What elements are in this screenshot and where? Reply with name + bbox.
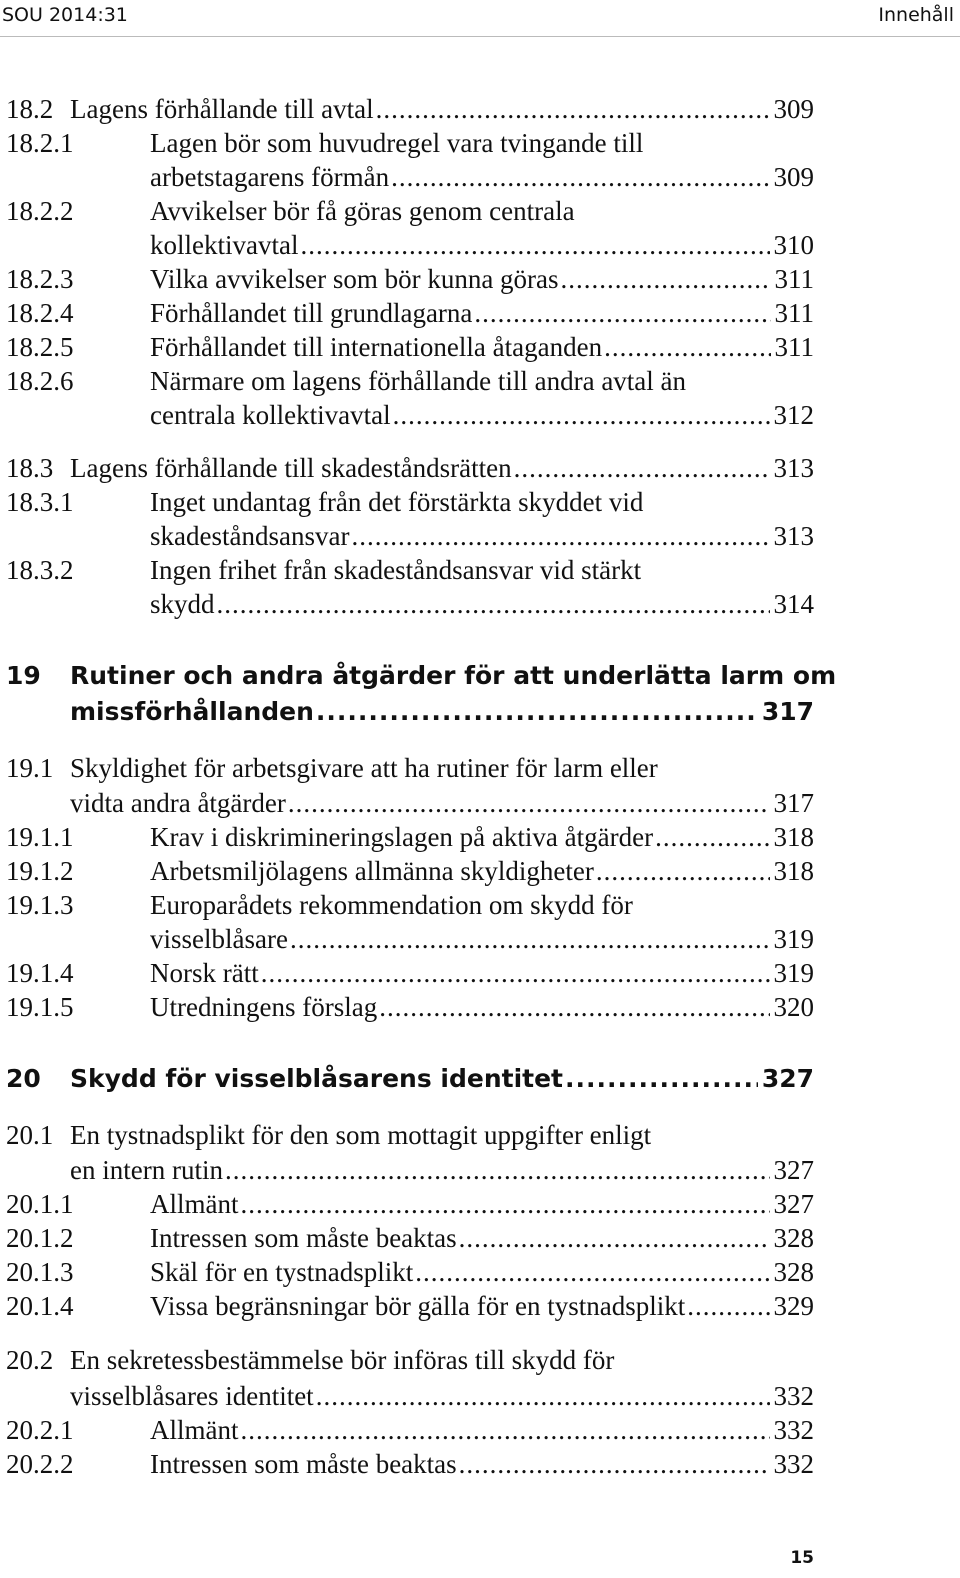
entry-title-continued: skadeståndsansvar [150, 521, 350, 551]
entry-title-continued: centrala kollektivavtal [150, 400, 391, 430]
toc-entry-continuation [0, 786, 814, 820]
dot-leader [596, 854, 770, 888]
dot-leader [288, 786, 770, 820]
section-number: 20.2 [6, 1345, 54, 1375]
page-ref: 332 [773, 1381, 814, 1411]
dot-leader [290, 922, 770, 956]
section-number: 20.1.2 [6, 1223, 74, 1253]
page-ref: 312 [773, 400, 814, 430]
page-ref: 319 [773, 924, 814, 954]
section-number: 20.2.1 [6, 1415, 74, 1445]
dot-leader [261, 956, 770, 990]
section-number: 20.2.2 [6, 1449, 74, 1479]
section-number: 19.1.2 [6, 856, 74, 886]
section-number: 18.3.1 [6, 487, 74, 517]
section-number: 18.2.4 [6, 298, 74, 328]
entry-title-continued: arbetstagarens förmån [150, 162, 390, 192]
dot-leader [604, 330, 770, 364]
page-ref: 328 [773, 1223, 814, 1253]
page-header [0, 0, 960, 32]
entry-title: Skäl för en tystnadsplikt [150, 1257, 414, 1287]
dot-leader [514, 451, 770, 485]
page-ref: 313 [773, 453, 814, 483]
entry-title-continued: visselblåsare [150, 924, 288, 954]
toc-entry [0, 126, 814, 160]
dot-leader [565, 1062, 758, 1096]
dot-leader [687, 1289, 769, 1323]
toc-entry [0, 553, 814, 587]
page-ref: 314 [773, 589, 814, 619]
toc-entry-continuation [0, 160, 814, 194]
section-number: 18.2.1 [6, 128, 74, 158]
toc-entry-continuation [0, 228, 814, 262]
toc-entry [0, 1343, 814, 1377]
dot-leader [655, 820, 769, 854]
section-number: 20.1.1 [6, 1189, 74, 1219]
page-ref: 328 [773, 1257, 814, 1287]
entry-title: Inget undantag från det förstärkta skyddet vid [150, 487, 644, 517]
toc-entry-continuation [0, 1153, 814, 1187]
dot-leader [351, 519, 769, 553]
toc-entry-continuation [0, 695, 814, 729]
page-ref: 310 [773, 230, 814, 260]
dot-leader [391, 160, 769, 194]
toc-chapter-entry [0, 659, 837, 693]
entry-title: Ingen frihet från skadeståndsansvar vid stärkt [150, 555, 642, 585]
toc-entry-continuation [0, 587, 814, 621]
page-ref: 317 [773, 788, 814, 818]
section-number: 19.1 [6, 753, 54, 783]
page-ref: 332 [773, 1449, 814, 1479]
section-number: 18.2.6 [6, 366, 74, 396]
section-number: 18.2.3 [6, 264, 74, 294]
page-ref: 311 [774, 332, 814, 362]
toc-entry [0, 194, 814, 228]
dot-leader [459, 1221, 770, 1255]
page-ref: 327 [773, 1189, 814, 1219]
entry-title: Vissa begränsningar bör gälla för en tystnadsplikt [150, 1291, 686, 1321]
dot-leader [393, 398, 770, 432]
toc-entry [0, 262, 814, 296]
section-number: 19.1.4 [6, 958, 74, 988]
entry-title: Närmare om lagens förhållande till andra avtal än [150, 366, 687, 396]
entry-title-continued: en intern rutin [70, 1155, 223, 1185]
dot-leader [217, 587, 770, 621]
dot-leader [561, 262, 771, 296]
page-ref: 318 [773, 822, 814, 852]
toc-entry [0, 956, 814, 990]
dot-leader [300, 228, 769, 262]
section-number: 20.1 [6, 1120, 54, 1150]
entry-title: Skyldighet för arbetsgivare att ha rutiner för larm eller [70, 753, 658, 783]
dot-leader [415, 1255, 769, 1289]
section-number: 19 [6, 661, 41, 690]
toc-entry [0, 1187, 814, 1221]
entry-title-continued: skydd [150, 589, 215, 619]
toc-entry-continuation [0, 519, 814, 553]
entry-title: Intressen som måste beaktas [150, 1449, 457, 1479]
entry-title-continued: visselblåsares identitet [70, 1381, 314, 1411]
section-number: 20 [6, 1064, 41, 1093]
page-ref: 311 [774, 264, 814, 294]
section-number: 19.1.5 [6, 992, 74, 1022]
section-number: 20.1.4 [6, 1291, 74, 1321]
dot-leader [376, 92, 770, 126]
dot-leader [459, 1447, 770, 1481]
toc-chapter-entry [0, 1062, 814, 1096]
entry-title-continued: missförhållanden [70, 697, 314, 726]
page-ref: 327 [773, 1155, 814, 1185]
page-ref: 313 [773, 521, 814, 551]
entry-title: Förhållandet till internationella åtaganden [150, 332, 603, 362]
entry-title: Lagens förhållande till avtal [70, 94, 374, 124]
page-ref: 309 [773, 94, 814, 124]
dot-leader [474, 296, 770, 330]
toc-entry [0, 1413, 814, 1447]
toc-entry [0, 990, 814, 1024]
section-number: 18.2.5 [6, 332, 74, 362]
report-id: SOU 2014:31 [2, 4, 128, 26]
page-ref: 327 [761, 1064, 814, 1093]
dot-leader [379, 990, 769, 1024]
toc-entry [0, 820, 814, 854]
section-number: 20.1.3 [6, 1257, 74, 1287]
page-ref: 320 [773, 992, 814, 1022]
entry-title-continued: vidta andra åtgärder [70, 788, 286, 818]
dot-leader [316, 695, 758, 729]
toc-entry [0, 364, 814, 398]
header-rule [0, 36, 960, 37]
entry-title: Arbetsmiljölagens allmänna skyldigheter [150, 856, 594, 886]
entry-title: Lagens förhållande till skadeståndsrätten [70, 453, 512, 483]
page-ref: 332 [773, 1415, 814, 1445]
toc-entry [0, 1118, 814, 1152]
entry-title: Avvikelser bör få göras genom centrala [150, 196, 575, 226]
toc-entry [0, 1255, 814, 1289]
entry-title: Skydd för visselblåsarens identitet [70, 1064, 564, 1093]
dot-leader [316, 1379, 770, 1413]
toc-entry [0, 1221, 814, 1255]
section-number: 19.1.1 [6, 822, 74, 852]
dot-leader [225, 1153, 770, 1187]
toc-entry [0, 854, 814, 888]
toc-entry-continuation [0, 398, 814, 432]
page-ref: 329 [773, 1291, 814, 1321]
toc-entry [0, 92, 814, 126]
entry-title: Intressen som måste beaktas [150, 1223, 457, 1253]
toc-entry [0, 888, 814, 922]
section-number: 18.2.2 [6, 196, 74, 226]
entry-title: Europarådets rekommendation om skydd för [150, 890, 633, 920]
page-number: 15 [790, 1548, 814, 1568]
entry-title: En sekretessbestämmelse bör införas till skydd för [70, 1345, 615, 1375]
entry-title: Norsk rätt [150, 958, 259, 988]
page-ref: 319 [773, 958, 814, 988]
entry-title: Allmänt [150, 1415, 239, 1445]
toc-entry [0, 1447, 814, 1481]
toc-entry [0, 296, 814, 330]
entry-title: En tystnadsplikt för den som mottagit uppgifter enligt [70, 1120, 652, 1150]
entry-title-continued: kollektivavtal [150, 230, 299, 260]
toc-entry [0, 485, 814, 519]
toc-entry [0, 330, 814, 364]
dot-leader [241, 1187, 770, 1221]
toc-entry-continuation [0, 1379, 814, 1413]
section-number: 18.2 [6, 94, 54, 124]
page-ref: 318 [773, 856, 814, 886]
section-number: 19.1.3 [6, 890, 74, 920]
page-ref: 311 [774, 298, 814, 328]
toc-entry-continuation [0, 922, 814, 956]
section-number: 18.3.2 [6, 555, 74, 585]
section-title: Innehåll [878, 4, 954, 26]
entry-title: Rutiner och andra åtgärder för att underlätta larm om [70, 661, 837, 690]
entry-title: Lagen bör som huvudregel vara tvingande till [150, 128, 644, 158]
entry-title: Krav i diskrimineringslagen på aktiva åtgärder [150, 822, 654, 852]
entry-title: Vilka avvikelser som bör kunna göras [150, 264, 559, 294]
entry-title: Förhållandet till grundlagarna [150, 298, 473, 328]
entry-title: Utredningens förslag [150, 992, 378, 1022]
entry-title: Allmänt [150, 1189, 239, 1219]
dot-leader [241, 1413, 770, 1447]
page-ref: 309 [773, 162, 814, 192]
toc-entry [0, 751, 814, 785]
page-ref: 317 [761, 697, 814, 726]
section-number: 18.3 [6, 453, 54, 483]
toc-entry [0, 1289, 814, 1323]
toc-entry [0, 451, 814, 485]
